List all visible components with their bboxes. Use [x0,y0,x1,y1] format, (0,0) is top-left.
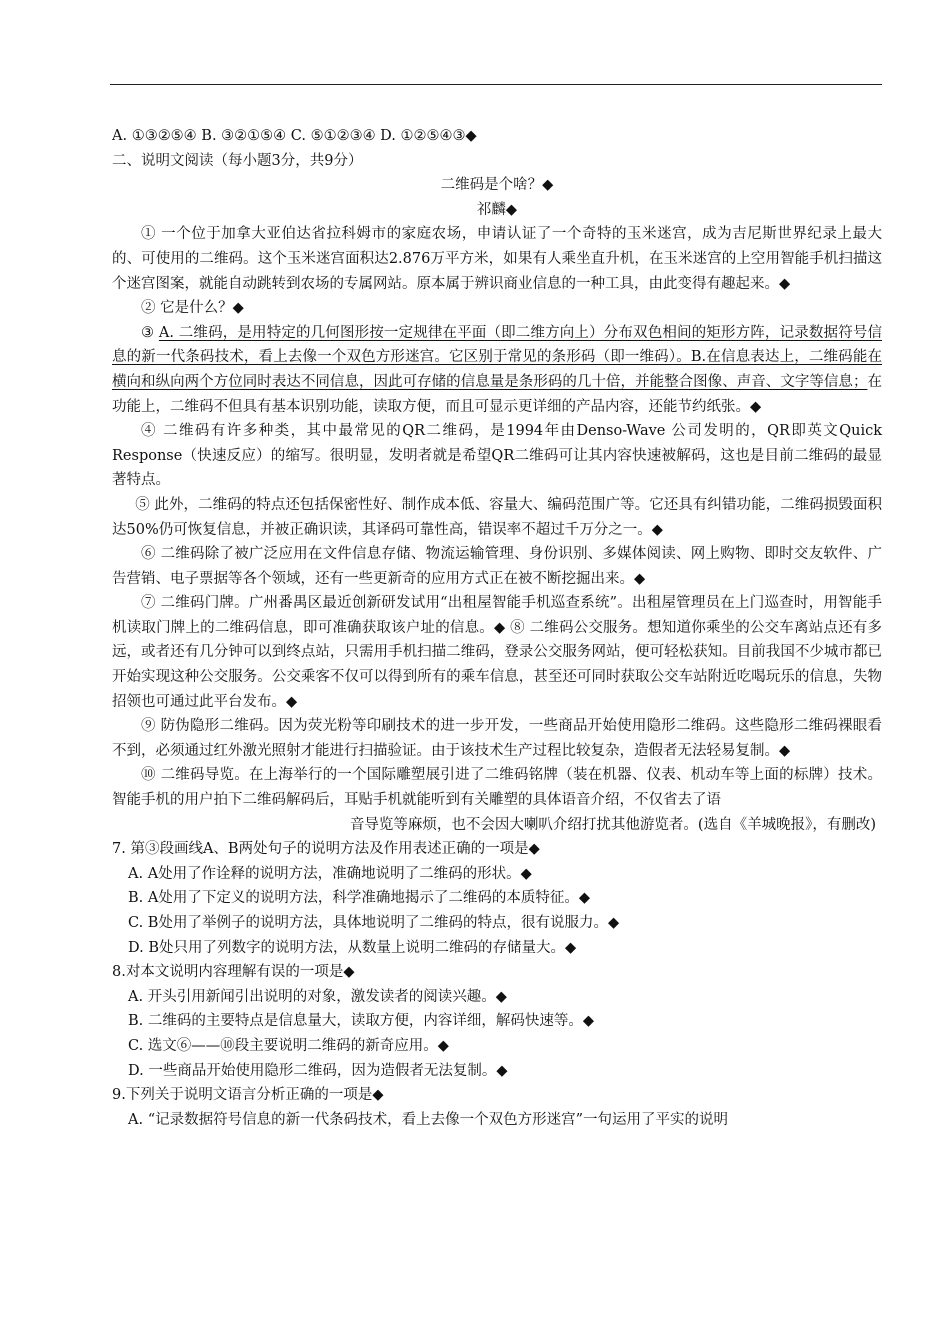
question-9-stem: 9.下列关于说明文语言分析正确的一项是◆ [112,1087,384,1104]
underlined-sentences-ab: A. 二维码，是用特定的几何图形按一定规律在平面（即二维方向上）分布双色相间的矩形方阵，记录数据符号信息的新一代条码技术，看上去像一个双色方形迷宫。它区别于常见的条形码（即一维码）。B.在信息表达上，二维码能在横向和纵向两个方位同时表达不同信息，因此可存储的信息量是条形码的几十倍，并能整合图像、声音、文字等信息； [112,324,883,390]
question-9-option-a: A. “记录数据符号信息的新一代条码技术，看上去像一个双色方形迷宫”一句运用了平实的说明 [128,1111,729,1128]
paragraph-3-lead: ③ [141,324,159,341]
paragraph-10: ⑩ 二维码导览。在上海举行的一个国际雕塑展引进了二维码铭牌（装在机器、仪表、机动车等上面的标牌）技术。智能手机的用户拍下二维码解码后，耳贴手机就能听到有关雕塑的具体语音介绍，不仅省去了语 [112,767,882,809]
question-7-stem: 7. 第③段画线A、B两处句子的说明方法及作用表述正确的一项是◆ [112,841,540,858]
paragraph-7-8: ⑦ 二维码门牌。广州番禺区最近创新研发试用“出租屋智能手机巡查系统”。出租屋管理员在上门巡查时，用智能手机读取门牌上的二维码信息，即可准确获取该户址的信息。◆ ⑧ 二维码公交服务。想知道你乘坐的公交车离站点还有多远，或者还有几分钟可以到终点站，只需用手机扫描二维码，登录公交服务网站，便可轻松获知。目前我国不少城市都已开始实现这种公交服务。公交乘客不仅可以得到所有的乘车信息，甚至还可同时获取公交车站附近吃喝玩乐的信息，失物招领也可通过此平台发布。◆ [112,595,882,710]
paragraph-6: ⑥ 二维码除了被广泛应用在文件信息存储、物流运输管理、身份识别、多媒体阅读、网上购物、即时交友软件、广告营销、电子票据等各个领域，还有一些更新奇的应用方式正在被不断挖掘出来。◆ [112,546,882,587]
article-author: 祁麟◆ [476,201,518,218]
paragraph-10-end-source: 音导览等麻烦，也不会因大喇叭介绍打扰其他游览者。(选自《羊城晚报》，有删改) [349,816,876,833]
question-7-option-a: A. A处用了作诠释的说明方法，准确地说明了二维码的形状。◆ [128,865,532,882]
question-7-option-c: C. B处用了举例子的说明方法，具体地说明了二维码的特点，很有说服力。◆ [128,915,620,931]
question-7-option-d: D. B处只用了列数字的说明方法，从数量上说明二维码的存储量大。◆ [128,939,577,956]
question-8-option-d: D. 一些商品开始使用隐形二维码，因为造假者无法复制。◆ [128,1062,508,1079]
paragraph-3 [112,321,882,419]
paragraph-1: ① 一个位于加拿大亚伯达省拉科姆市的家庭农场，申请认证了一个奇特的玉米迷宫，成为吉尼斯世界纪录上最大的、可使用的二维码。这个玉米迷宫面积达2.876万平方米，如果有人乘坐直升机，在玉米迷宫的上空用智能手机扫描这个迷宫图案，就能自动跳转到农场的专属网站。原本属于辨识商业信息的一种工具，由此变得有趣起来。◆ [112,226,882,292]
article-title: 二维码是个啥？◆ [440,177,554,194]
paragraph-4: ④ 二维码有许多种类，其中最常见的QR二维码，是1994年由Denso-Wave 公司发明的，QR即英文Quick Response（快速反应）的缩写。很明显，发明者就是希望QR二维码可让其内容快速被解码，这也是目前二维码的最显著特点。 [112,423,882,489]
q6-options: A. ①③②⑤④ B. ③②①⑤④ C. ⑤①②③④ D. ①②⑤④③◆ [112,128,477,144]
question-8-option-c: C. 选文⑥——⑩段主要说明二维码的新奇应用。◆ [128,1037,449,1054]
paragraph-9: ⑨ 防伪隐形二维码。因为荧光粉等印刷技术的进一步开发，一些商品开始使用隐形二维码。这些隐形二维码裸眼看不到，必须通过红外激光照射才能进行扫描验证。由于该技术生产过程比较复杂，造假者无法轻易复制。◆ [112,718,882,759]
question-8-option-a: A. 开头引用新闻引出说明的对象，激发读者的阅读兴趣。◆ [128,988,507,1005]
header-rule [110,84,882,85]
section-title: 二、说明文阅读（每小题3分，共9分） [112,152,363,169]
question-8-stem: 8.对本文说明内容理解有误的一项是◆ [112,964,355,981]
document-body [112,124,882,1132]
paragraph-2: ② 它是什么？◆ [141,300,244,317]
question-7-option-b: B. A处用了下定义的说明方法，科学准确地揭示了二维码的本质特征。◆ [128,890,590,907]
paragraph-5: ⑤ 此外，二维码的特点还包括保密性好、制作成本低、容量大、编码范围广等。它还具有纠错功能，二维码损毁面积达50%仍可恢复信息，并被正确识读，其译码可靠性高，错误率不超过千万分之一。◆ [112,496,882,538]
question-8-option-b: B. 二维码的主要特点是信息量大，读取方便，内容详细，解码快速等。◆ [128,1013,595,1030]
paragraph-3-rest: 在功能上，二维码不但具有基本识别功能，读取方便，而且可显示更详细的产品内容，还能节约纸张。◆ [112,373,882,415]
